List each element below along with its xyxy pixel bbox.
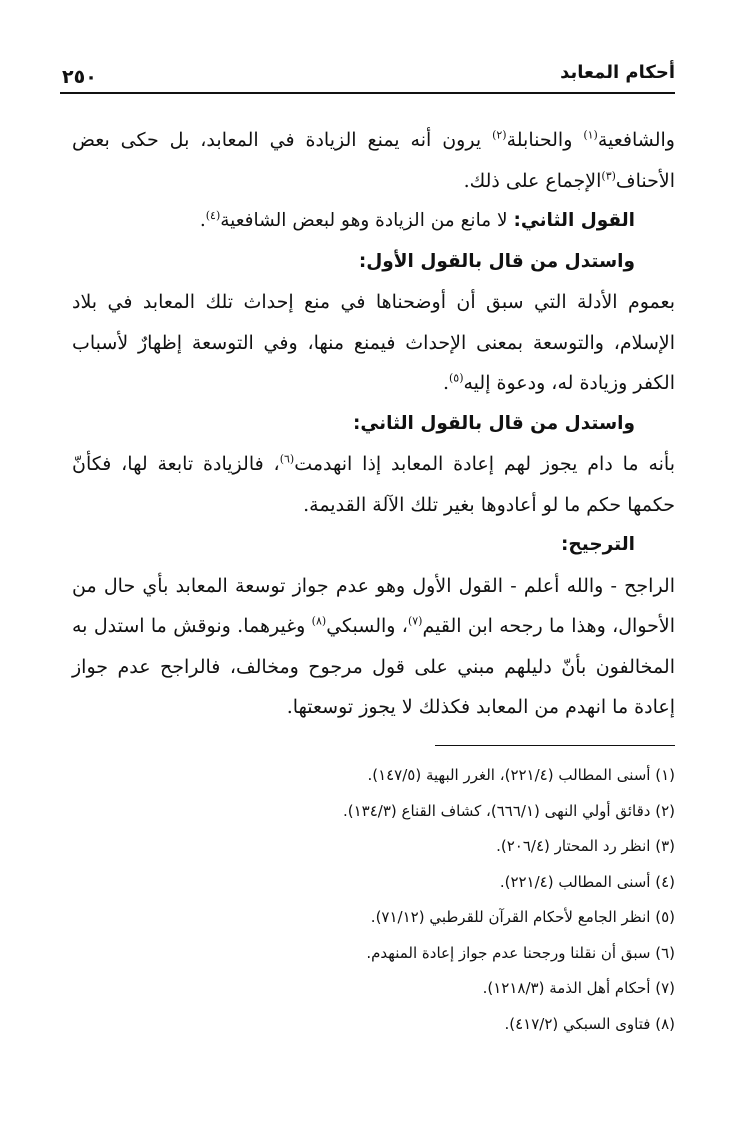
footnote-4: (٤) أسنى المطالب (٢٢١/٤). <box>499 872 675 891</box>
text-run: بأنه ما دام يجوز لهم إعادة المعابد إذا انهدمت <box>294 453 676 475</box>
footnote-ref: (٤) <box>205 208 221 222</box>
section-heading-first-opinion: واستدل من قال بالقول الأول: <box>358 250 635 272</box>
text-run: . <box>442 372 449 394</box>
paragraph-3 <box>72 282 675 404</box>
footnote-3: (٣) انظر رد المحتار (٢٠٦/٤). <box>496 837 675 855</box>
footnote-ref: (٥) <box>448 371 464 385</box>
footnote-ref: (٢) <box>492 128 507 142</box>
footnote-2: (٢) دقائق أولي النهى (٦٦٦/١)، كشاف القناع (١٣٤/٣). <box>342 801 675 820</box>
text-run: الإجماع على ذلك. <box>463 169 602 192</box>
text-run: ، والسبكي <box>326 615 408 637</box>
section-heading-second-opinion: واستدل من قال بالقول الثاني: <box>353 412 635 434</box>
main-text <box>72 120 675 728</box>
footnote-ref: (٦) <box>279 452 295 466</box>
text-run: والحنابلة <box>506 129 584 151</box>
text-run: وغيرهما. ونوقش ما استدل به المخالفون بأنّ دليلهم مبني على قول مرجوح ومخالف، فالراجح عدم جواز إعادة ما انهدم من المعابد فكذلك لا يجوز توسعتها. <box>72 615 675 718</box>
text-run: والشافعية <box>597 129 675 151</box>
paragraph-2 <box>72 201 675 242</box>
footnote-6: (٦) سبق أن نقلنا ورجحنا عدم جواز إعادة المنهدم. <box>366 943 675 962</box>
footnote-ref: (٨) <box>311 614 327 628</box>
footnote-ref: (٧) <box>407 614 423 628</box>
paragraph-4 <box>72 444 675 525</box>
section-heading-preference: الترجيح: <box>561 534 635 555</box>
text-run: بعموم الأدلة التي سبق أن أوضحناها في منع إحداث تلك المعابد في بلاد الإسلام، والتوسعة بمعنى الإحداث فيمنع منها، وفي التوسعة إظهارٌ لأسباب الكفر وزيادة له، ودعوة إليه <box>72 291 675 394</box>
footnote-divider <box>435 745 675 746</box>
footnote-7: (٧) أحكام أهل الذمة (١٢١٨/٣). <box>482 979 675 997</box>
footnote-5: (٥) انظر الجامع لأحكام القرآن للقرطبي (٧١/١٢). <box>370 908 675 926</box>
paragraph-5 <box>72 566 675 728</box>
second-opinion-label: القول الثاني: <box>513 210 635 231</box>
footnote-ref: (٣) <box>601 169 616 183</box>
page-header <box>60 58 675 94</box>
footnote-8: (٨) فتاوى السبكي (٤١٧/٢). <box>504 1014 675 1033</box>
footnotes <box>72 758 675 1042</box>
footnote-1: (١) أسنى المطالب (٢٢١/٤)، الغرر البهية (١٤٧/٥). <box>367 766 675 784</box>
paragraph-1 <box>72 120 675 201</box>
text-run: الراجح - والله أعلم - القول الأول وهو عدم جواز توسعة المعابد بأي حال من الأحوال، وهذا ما رجحه ابن القيم <box>72 574 675 637</box>
text-run: لا مانع من الزيادة وهو لبعض الشافعية <box>220 210 514 231</box>
footnote-ref: (١) <box>583 128 598 142</box>
page-number: ٢٥٠ <box>62 66 97 88</box>
text-run: ، فالزيادة تابعة لها، فكأنّ حكمها حكم ما لو أعادوها بغير تلك الآلة القديمة. <box>72 453 675 516</box>
text-run: . <box>199 210 206 231</box>
text-run: يرون أنه يمنع الزيادة في المعابد، بل حكى بعض الأحناف <box>72 129 675 192</box>
running-title: أحكام المعابد <box>560 62 675 83</box>
